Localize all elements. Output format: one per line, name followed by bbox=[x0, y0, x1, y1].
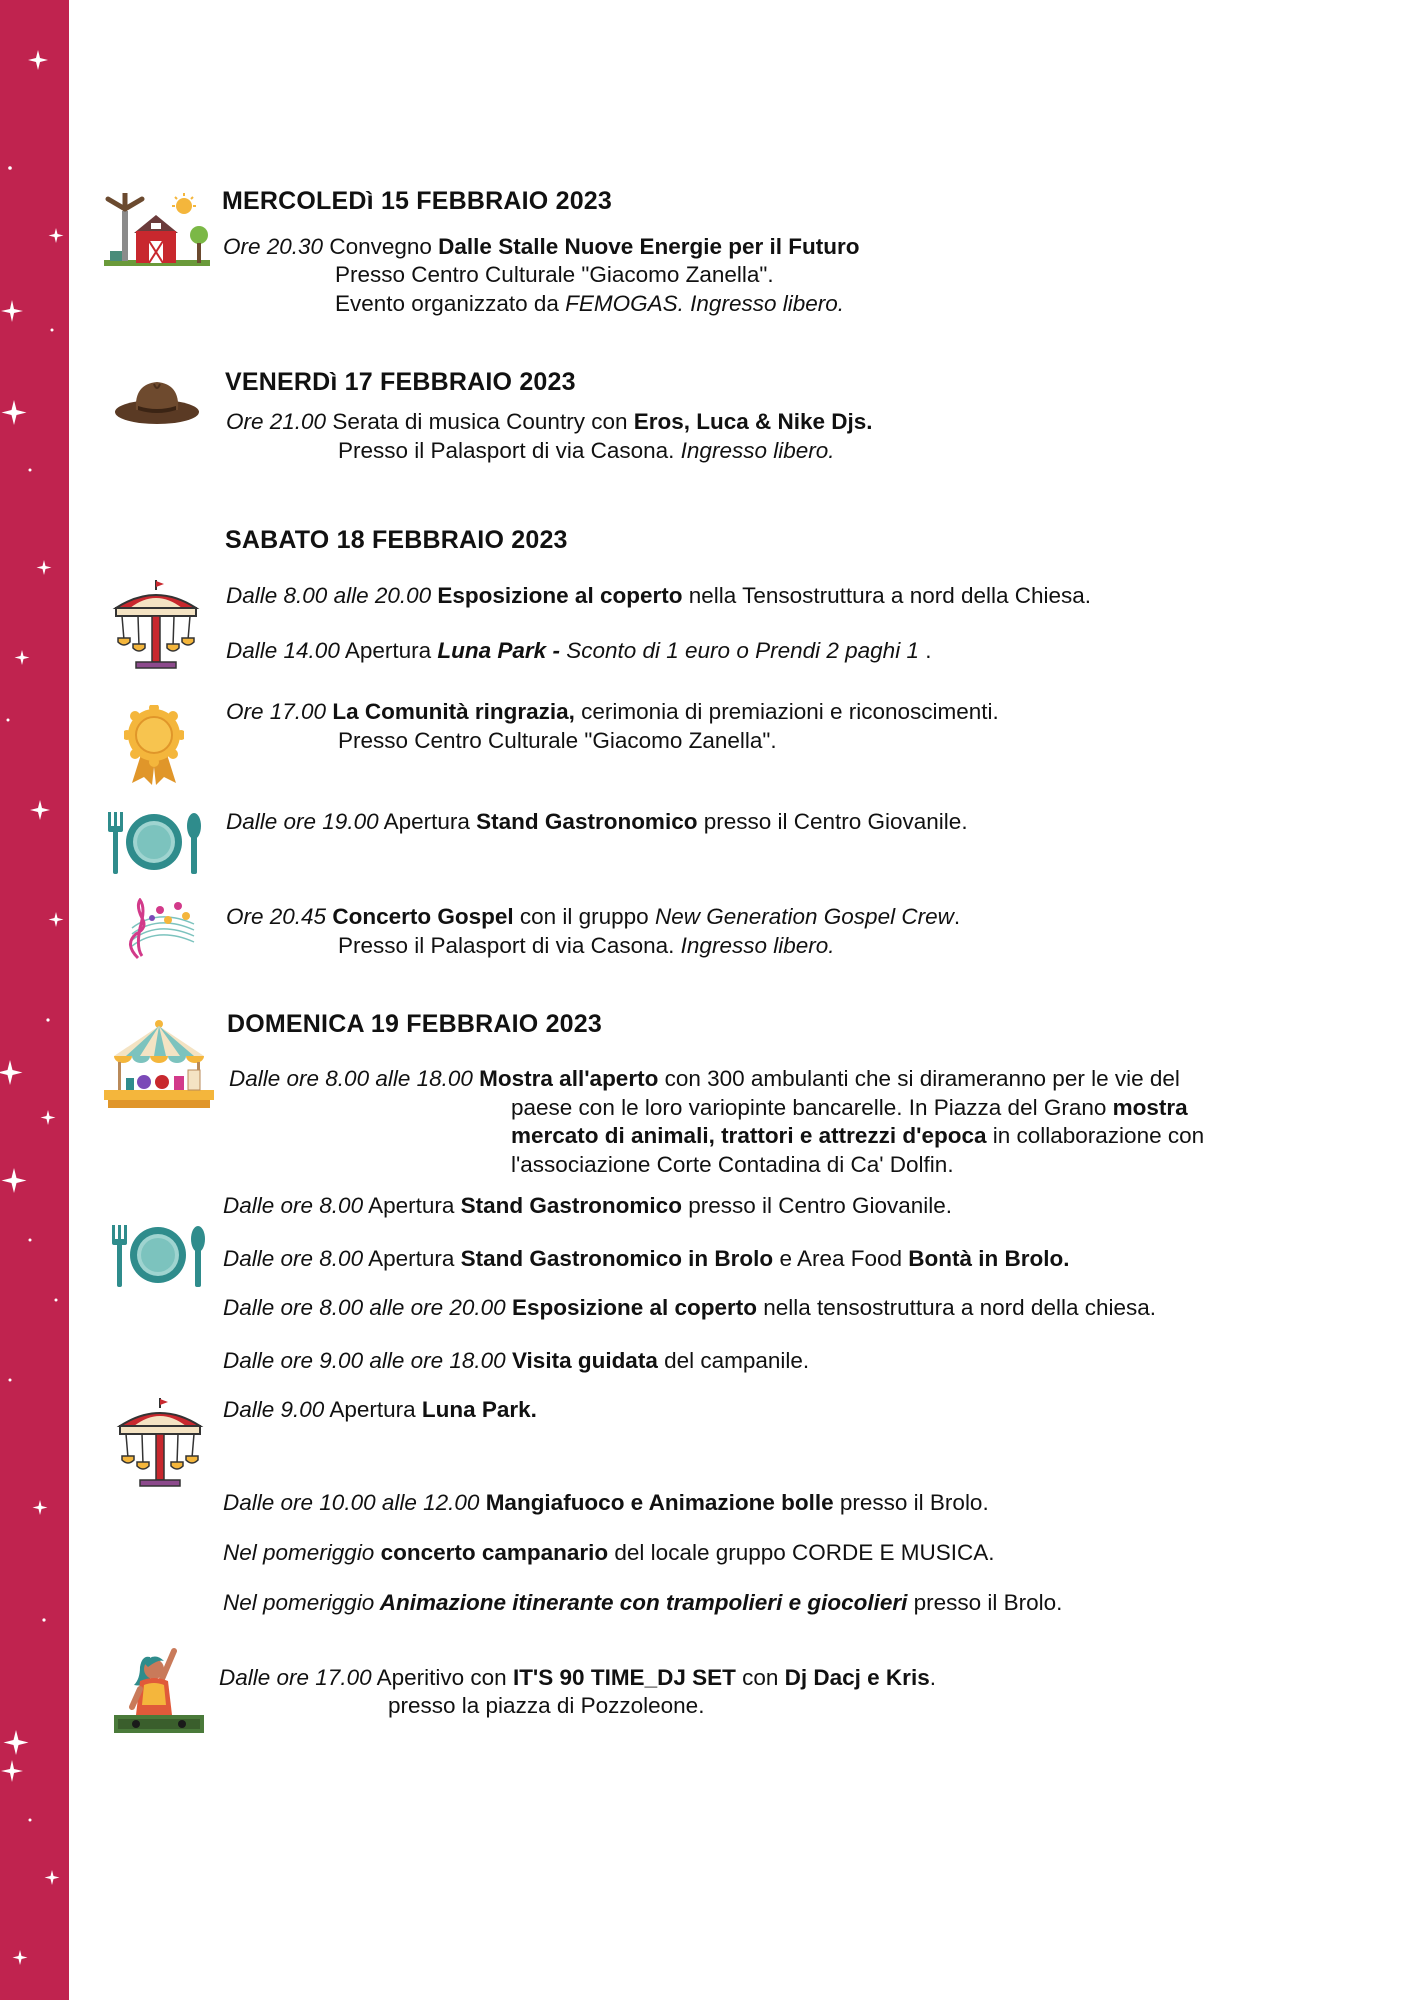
event-sat-esposizione: Dalle 8.00 alle 20.00 Esposizione al coperto nella Tensostruttura a nord della Chiesa. bbox=[226, 583, 1092, 608]
event-sun-visita: Dalle ore 9.00 alle ore 18.00 Visita guidata del campanile. bbox=[223, 1348, 810, 1373]
event-wed-location: Presso Centro Culturale "Giacomo Zanella". bbox=[335, 262, 774, 287]
event-sat-stand: Dalle ore 19.00 Apertura Stand Gastronomico presso il Centro Giovanile. bbox=[226, 809, 968, 834]
event-sun-dj-set: Dalle ore 17.00 Aperitivo con IT'S 90 TIME_DJ SET con Dj Dacj e Kris. bbox=[219, 1665, 936, 1690]
event-fri-country: Ore 21.00 Serata di musica Country con Eros, Luca & Nike Djs. bbox=[226, 409, 873, 434]
event-sat-gospel-location: Presso il Palasport di via Casona. Ingresso libero. bbox=[338, 933, 835, 958]
carousel-icon bbox=[116, 1398, 204, 1488]
day-heading-sunday: DOMENICA 19 FEBBRAIO 2023 bbox=[227, 1010, 602, 1038]
event-sun-luna-park: Dalle 9.00 Apertura Luna Park. bbox=[223, 1397, 537, 1422]
event-sun-mostra-line2: paese con le loro variopinte bancarelle. In Piazza del Grano mostra bbox=[511, 1095, 1188, 1120]
event-sun-campanario: Nel pomeriggio concerto campanario del locale gruppo CORDE E MUSICA. bbox=[223, 1540, 995, 1565]
event-wed-organizer: Evento organizzato da FEMOGAS. Ingresso libero. bbox=[335, 291, 845, 316]
music-notes-icon bbox=[118, 898, 196, 960]
decorative-sidebar bbox=[0, 0, 69, 2000]
day-heading-saturday: SABATO 18 FEBBRAIO 2023 bbox=[225, 526, 568, 554]
market-stall-icon bbox=[104, 1020, 214, 1112]
event-sat-luna-park: Dalle 14.00 Apertura Luna Park - Sconto di 1 euro o Prendi 2 paghi 1 . bbox=[226, 638, 932, 663]
event-sat-gospel: Ore 20.45 Concerto Gospel con il gruppo New Generation Gospel Crew. bbox=[226, 904, 961, 929]
day-heading-wednesday: MERCOLEDì 15 FEBBRAIO 2023 bbox=[222, 187, 613, 215]
day-heading-friday: VENERDì 17 FEBBRAIO 2023 bbox=[225, 368, 576, 396]
farm-icon bbox=[104, 193, 210, 273]
event-wed-convegno: Ore 20.30 Convegno Dalle Stalle Nuove Energie per il Futuro bbox=[223, 234, 860, 259]
cutlery-plate-icon bbox=[110, 1225, 206, 1287]
sparkle-stars-decoration bbox=[0, 0, 69, 2000]
cowboy-hat-icon bbox=[114, 378, 200, 428]
event-sun-mostra: Dalle ore 8.00 alle 18.00 Mostra all'aperto con 300 ambulanti che si dirameranno per le vie del bbox=[229, 1066, 1180, 1091]
event-sat-premiazioni-location: Presso Centro Culturale "Giacomo Zanella". bbox=[338, 728, 777, 753]
event-sun-esposizione: Dalle ore 8.00 alle ore 20.00 Esposizione al coperto nella tensostruttura a nord della chiesa. bbox=[223, 1295, 1157, 1320]
event-sun-mostra-line4: l'associazione Corte Contadina di Ca' Dolfin. bbox=[511, 1152, 954, 1177]
event-sun-mangiafuoco: Dalle ore 10.00 alle 12.00 Mangiafuoco e Animazione bolle presso il Brolo. bbox=[223, 1490, 989, 1515]
dj-icon bbox=[114, 1645, 204, 1737]
event-sun-dj-location: presso la piazza di Pozzoleone. bbox=[388, 1693, 705, 1718]
event-sun-stand-brolo: Dalle ore 8.00 Apertura Stand Gastronomico in Brolo e Area Food Bontà in Brolo. bbox=[223, 1246, 1070, 1271]
event-sun-mostra-line3: mercato di animali, trattori e attrezzi d'epoca in collaborazione con bbox=[511, 1123, 1205, 1148]
cutlery-plate-icon bbox=[106, 812, 202, 874]
event-sat-premiazioni: Ore 17.00 La Comunità ringrazia, cerimonia di premiazioni e riconoscimenti. bbox=[226, 699, 999, 724]
event-sun-trampolieri: Nel pomeriggio Animazione itinerante con trampolieri e giocolieri presso il Brolo. bbox=[223, 1590, 1063, 1615]
event-sun-stand: Dalle ore 8.00 Apertura Stand Gastronomico presso il Centro Giovanile. bbox=[223, 1193, 953, 1218]
event-fri-location: Presso il Palasport di via Casona. Ingresso libero. bbox=[338, 438, 835, 463]
carousel-icon bbox=[112, 580, 200, 670]
award-ribbon-icon bbox=[124, 705, 184, 785]
